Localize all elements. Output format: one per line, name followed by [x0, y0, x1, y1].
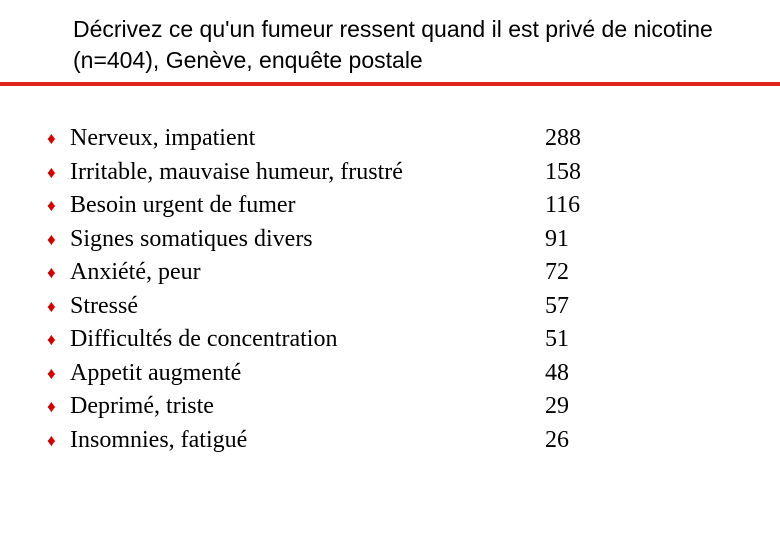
list-item [0, 156, 780, 190]
item-count: 72 [545, 259, 569, 285]
item-count: 57 [545, 292, 569, 319]
list-item [0, 122, 780, 156]
list-item [0, 290, 780, 324]
list-item [0, 223, 780, 257]
list-item [0, 390, 780, 424]
diamond-bullet-icon: ♦ [47, 229, 56, 249]
title-divider [0, 82, 780, 86]
item-label: Nerveux, impatient [70, 125, 256, 151]
diamond-bullet-icon: ♦ [47, 263, 56, 282]
symptom-list [0, 122, 780, 457]
diamond-bullet-icon: ♦ [47, 430, 56, 450]
item-count: 116 [545, 192, 581, 218]
item-label: Besoin urgent de fumer [70, 192, 296, 218]
item-count: 91 [545, 225, 569, 252]
diamond-bullet-icon: ♦ [47, 330, 56, 349]
diamond-bullet-icon: ♦ [47, 296, 56, 316]
item-label: Difficultés de concentration [70, 326, 338, 352]
diamond-bullet-icon: ♦ [47, 363, 56, 383]
item-label: Insomnies, fatigué [70, 426, 248, 453]
list-item [0, 256, 780, 290]
item-count: 48 [545, 359, 569, 386]
list-item [0, 424, 780, 458]
diamond-bullet-icon: ♦ [47, 129, 56, 148]
list-item [0, 323, 780, 357]
item-count: 26 [545, 426, 569, 453]
item-label: Signes somatiques divers [70, 225, 313, 252]
diamond-bullet-icon: ♦ [47, 162, 56, 182]
diamond-bullet-icon: ♦ [47, 397, 56, 416]
list-item [0, 189, 780, 223]
item-label: Stressé [70, 292, 138, 319]
item-count: 29 [545, 393, 569, 419]
diamond-bullet-icon: ♦ [47, 196, 56, 215]
item-label: Anxiété, peur [70, 259, 201, 285]
item-label: Appetit augmenté [70, 359, 242, 386]
item-count: 288 [545, 125, 581, 151]
item-count: 51 [545, 326, 569, 352]
list-item [0, 357, 780, 391]
item-label: Irritable, mauvaise humeur, frustré [70, 158, 403, 185]
item-label: Deprimé, triste [70, 393, 214, 419]
slide-title: Décrivez ce qu'un fumeur ressent quand il est privé de nicotine (n=404), Genève, enquête postale [73, 16, 713, 73]
item-count: 158 [545, 158, 581, 185]
